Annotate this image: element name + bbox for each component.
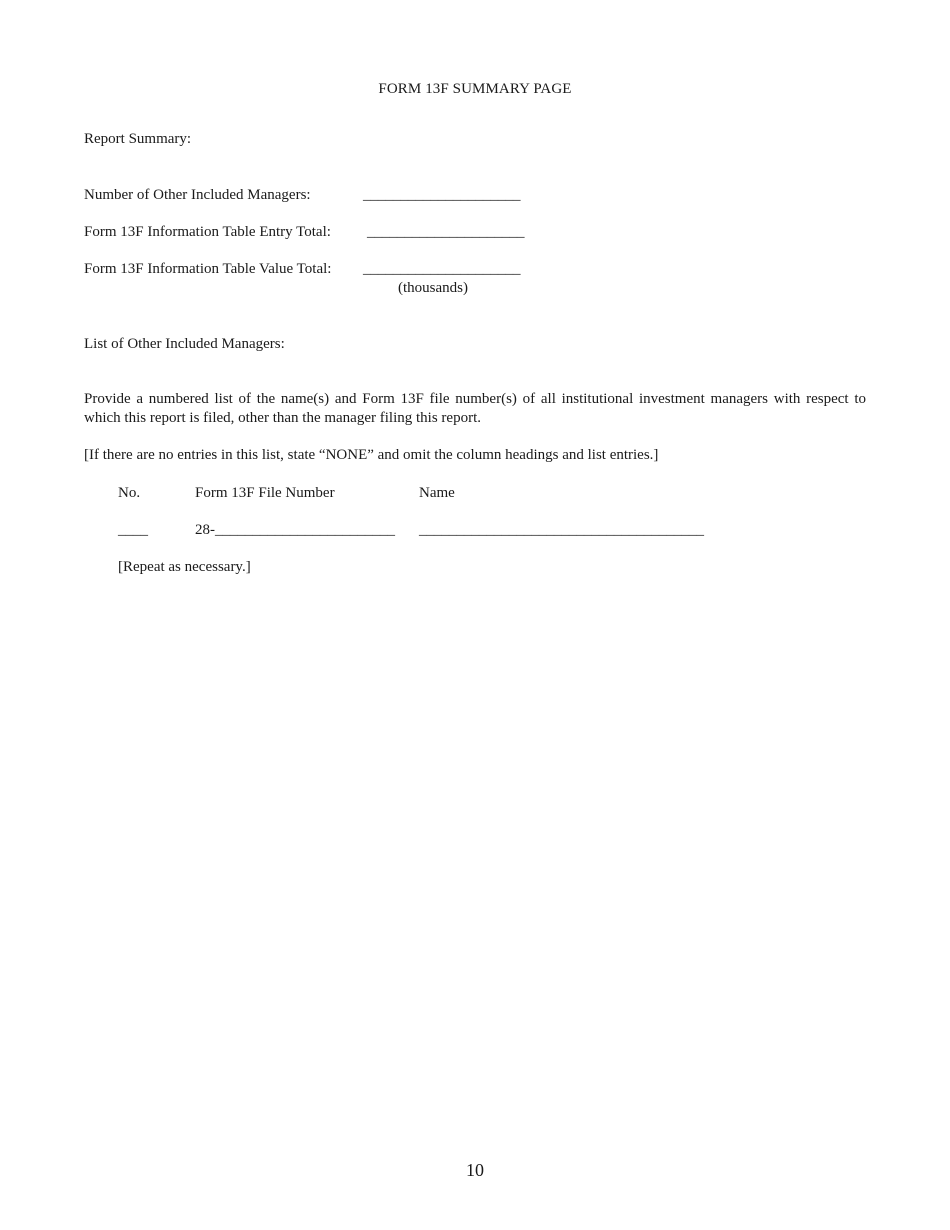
entry-total-blank: _____________________ bbox=[367, 224, 525, 240]
report-summary-heading: Report Summary: bbox=[84, 131, 192, 147]
value-total-unit: (thousands) bbox=[398, 280, 468, 296]
entry-name-blank: ______________________________________ bbox=[419, 522, 704, 538]
other-managers-blank: _____________________ bbox=[363, 187, 521, 203]
entry-file-number bbox=[195, 521, 395, 539]
repeat-note: [Repeat as necessary.] bbox=[118, 559, 251, 575]
list-heading: List of Other Included Managers: bbox=[84, 336, 285, 352]
file-number-blank: ________________________ bbox=[215, 522, 395, 538]
entry-no-blank: ____ bbox=[118, 522, 148, 538]
page-title: FORM 13F SUMMARY PAGE bbox=[378, 81, 572, 97]
instructions-paragraph: Provide a numbered list of the name(s) and Form 13F file number(s) of all institutional investment managers with respect to which this report is filed, other than the manager filing this report. bbox=[84, 391, 866, 426]
column-header-file-number: Form 13F File Number bbox=[195, 485, 335, 501]
value-total-label: Form 13F Information Table Value Total: bbox=[84, 261, 332, 277]
value-total-blank: _____________________ bbox=[363, 261, 521, 277]
entry-total-label: Form 13F Information Table Entry Total: bbox=[84, 224, 331, 240]
column-header-name: Name bbox=[419, 485, 455, 501]
file-number-prefix: 28- bbox=[195, 522, 215, 538]
column-header-no: No. bbox=[118, 485, 141, 501]
page-number: 10 bbox=[466, 1160, 484, 1180]
none-note: [If there are no entries in this list, state “NONE” and omit the column headings and list entries.] bbox=[84, 447, 659, 463]
other-managers-label: Number of Other Included Managers: bbox=[84, 187, 311, 203]
